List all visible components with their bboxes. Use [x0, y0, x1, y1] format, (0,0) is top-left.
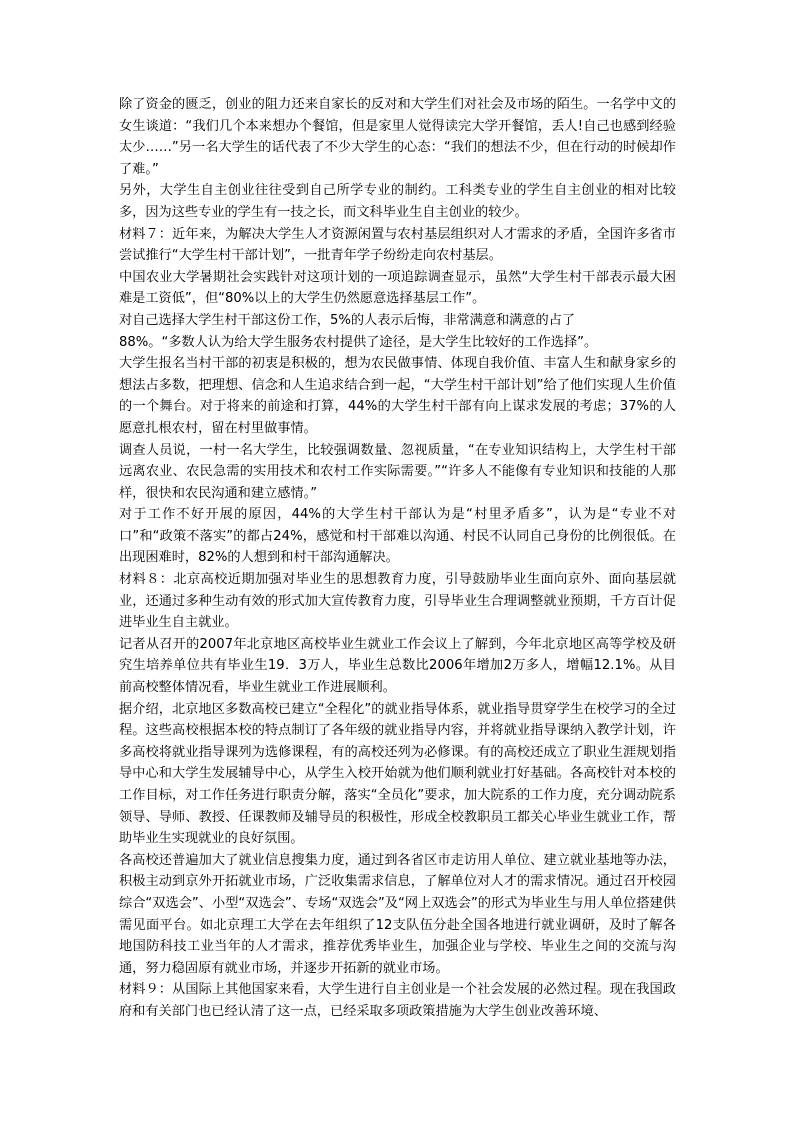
paragraph: 据介绍，北京地区多数高校已建立“全程化”的就业指导体系，就业指导贯穿学生在校学习的全过程。这些高校根据本校的特点制订了各年级的就业指导内容，并将就业指导课纳入教学计划，许多高校将就业指导课列为选修课程，有的高校还列为必修课。有的高校还成立了职业生涯规划指导中心和大学生发展辅导中心，从学生入校开始就为他们顺利就业打好基础。各高校针对本校的工作目标，对工作任务进行职责分解，落实“全员化”要求，加大院系的工作力度，充分调动院系领导、导师、教授、任课教师及辅导员的积极性，形成全校教职员工都关心毕业生就业工作，帮助毕业生实现就业的良好氛围。 [119, 701, 676, 847]
paragraph: 88%。“多数人认为给大学生服务农村提供了途径，是大学生比较好的工作选择”。 [119, 334, 598, 350]
paragraph: 大学生报名当村干部的初衷是积极的，想为农民做事情、体现自我价值、丰富人生和献身家乡的想法占多数，把理想、信念和人生追求结合到一起，“大学生村干部计划”给了他们实现人生价值的一个舞台。对于将来的前途和打算，44%的大学生村干部有向上谋求发展的考虑；37%的人愿意扎根农村，留在村里做事情。 [119, 356, 676, 436]
paragraph: 调查人员说，一村一名大学生，比较强调数量、忽视质量，“在专业知识结构上，大学生村干部远离农业、农民急需的实用技术和农村工作实际需要。”“许多人不能像有专业知识和技能的人那样，很快和农民沟通和建立感情。” [119, 442, 676, 501]
paragraph: 中国农业大学暑期社会实践针对这项计划的一项追踪调查显示，虽然“大学生村干部表示最大困难是工资低”，但“80%以上的大学生仍然愿意选择基层工作”。 [119, 269, 676, 307]
paragraph: 材料７：近年来，为解决大学生人才资源闲置与农村基层组织对人才需求的矛盾，全国许多省市尝试推行“大学生村干部计划”，一批青年学子纷纷走向农村基层。 [119, 226, 676, 264]
paragraph: 对于工作不好开展的原因，44%的大学生村干部认为是“村里矛盾多”，认为是“专业不对口”和“政策不落实”的都占24%，感觉和村干部难以沟通、村民不认同自己身份的比例很低。在出现困难时，82%的人想到和村干部沟通解决。 [119, 507, 676, 566]
paragraph: 各高校还普遍加大了就业信息搜集力度，通过到各省区市走访用人单位、建立就业基地等办法，积极主动到京外开拓就业市场，广泛收集需求信息，了解单位对人才的需求情况。通过召开校园综合“双选会”、小型“双选会”、专场“双选会”及“网上双选会”的形式为毕业生与用人单位搭建供需见面平台。如北京理工大学在去年组织了12支队伍分赴全国各地进行就业调研，及时了解各地国防科技工业当年的人才需求，推荐优秀毕业生，加强企业与学校、毕业生之间的交流与沟通，努力稳固原有就业市场，并逐步开拓新的就业市场。 [119, 852, 676, 976]
paragraph: 记者从召开的2007年北京地区高校毕业生就业工作会议上了解到，今年北京地区高等学校及研究生培养单位共有毕业生19．3万人，毕业生总数比2006年增加2万多人，增幅12.1%。从目前高校整体情况看，毕业生就业工作进展顺利。 [119, 636, 676, 696]
document-page [119, 94, 676, 1023]
paragraph: 材料９：从国际上其他国家来看，大学生进行自主创业是一个社会发展的必然过程。现在我国政府和有关部门也已经认清了这一点，已经采取多项政策措施为大学生创业改善环境、 [119, 982, 676, 1019]
paragraph: 另外，大学生自主创业往往受到自己所学专业的制约。工科类专业的学生自主创业的相对比较多，因为这些专业的学生有一技之长，而文科毕业生自主创业的较少。 [119, 183, 676, 220]
paragraph: 除了资金的匮乏，创业的阻力还来自家长的反对和大学生们对社会及市场的陌生。一名学中文的女生谈道：“我们几个本来想办个餐馆，但是家里人觉得读完大学开餐馆，丢人!自己也感到经验太少……”另一名大学生的话代表了不少大学生的心态：“我们的想法不少，但在行动的时候却作了难。” [119, 97, 676, 177]
paragraph: 材料８：北京高校近期加强对毕业生的思想教育力度，引导鼓励毕业生面向京外、面向基层就业，还通过多种生动有效的形式加大宣传教育力度，引导毕业生合理调整就业预期，千方百计促进毕业生自主就业。 [119, 572, 676, 631]
paragraph: 对自己选择大学生村干部这份工作，5%的人表示后悔，非常满意和满意的占了 [119, 312, 576, 328]
